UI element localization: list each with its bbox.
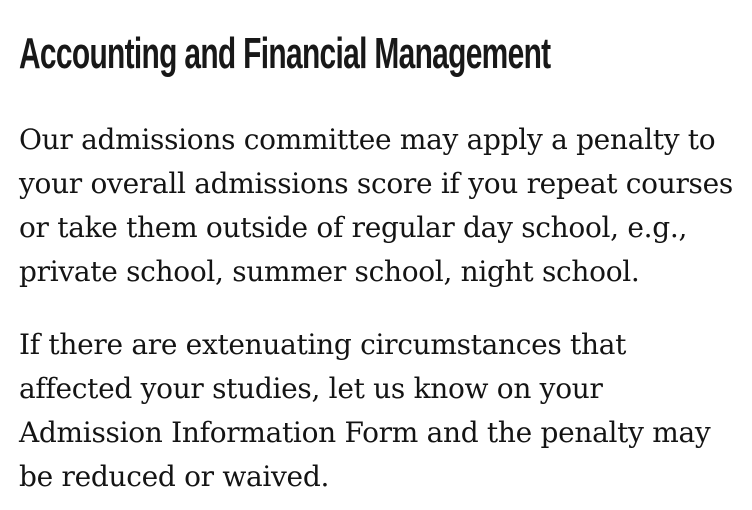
paragraph-admissions-penalty [19, 118, 734, 294]
paragraph-line: or take them outside of regular day school, e.g., [19, 211, 688, 244]
paragraph-line: private school, summer school, night school. [19, 255, 640, 288]
page-title: Accounting and Financial Management [19, 29, 551, 78]
paragraph-extenuating-circumstances [19, 323, 734, 499]
paragraph-line: Admission Information Form and the penalty may [19, 416, 711, 449]
paragraph-line: If there are extenuating circumstances that [19, 328, 627, 361]
paragraph-line: your overall admissions score if you repeat courses [19, 167, 733, 200]
paragraph-line: affected your studies, let us know on your [19, 372, 603, 405]
paragraph-line: be reduced or waived. [19, 460, 330, 493]
paragraph-line: Our admissions committee may apply a penalty to [19, 123, 716, 156]
